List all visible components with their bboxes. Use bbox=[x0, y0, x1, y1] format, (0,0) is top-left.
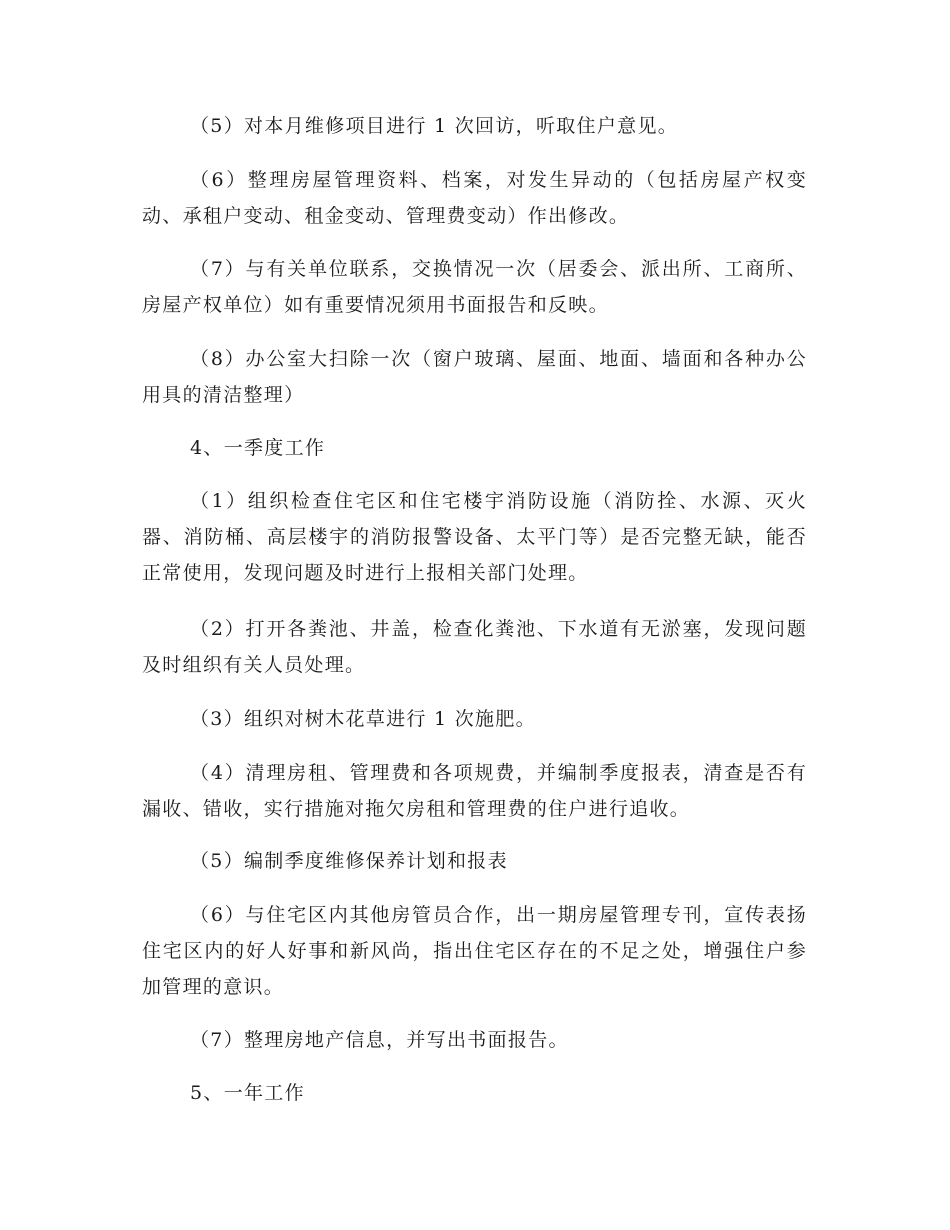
paragraph-item-1-fire-safety: （1）组织检查住宅区和住宅楼宇消防设施（消防拴、水源、灭火器、消防桶、高层楼宇的消防报警设备、太平门等）是否完整无缺，能否正常使用，发现问题及时进行上报相关部门处理。 bbox=[142, 490, 807, 584]
section-heading-quarterly-work: 4、一季度工作 bbox=[190, 437, 326, 459]
paragraph-item-5-maintenance-plan: （5）编制季度维修保养计划和报表 bbox=[190, 850, 508, 872]
paragraph-item-5-revisit: （5）对本月维修项目进行 1 次回访，听取住户意见。 bbox=[190, 115, 679, 137]
paragraph-item-6-bulletin: （6）与住宅区内其他房管员合作，出一期房屋管理专刊，宣传表扬住宅区内的好人好事和新风尚，指出住宅区存在的不足之处，增强住户参加管理的意识。 bbox=[142, 904, 807, 998]
paragraph-item-2-sewage: （2）打开各粪池、井盖，检查化粪池、下水道有无淤塞，发现问题及时组织有关人员处理。 bbox=[142, 618, 807, 676]
section-heading-annual-work: 5、一年工作 bbox=[190, 1082, 305, 1104]
paragraph-item-7-liaison: （7）与有关单位联系，交换情况一次（居委会、派出所、工商所、房屋产权单位）如有重要情况须用书面报告和反映。 bbox=[142, 258, 807, 316]
paragraph-item-3-fertilize: （3）组织对树木花草进行 1 次施肥。 bbox=[190, 708, 536, 730]
paragraph-item-6-records: （6）整理房屋管理资料、档案，对发生异动的（包括房屋产权变动、承租户变动、租金变动、管理费变动）作出修改。 bbox=[142, 169, 807, 227]
paragraph-item-8-cleaning: （8）办公室大扫除一次（窗户玻璃、屋面、地面、墙面和各种办公用具的清洁整理） bbox=[142, 348, 807, 406]
paragraph-item-7-real-estate-info: （7）整理房地产信息，并写出书面报告。 bbox=[190, 1029, 569, 1051]
paragraph-item-4-fees: （4）清理房租、管理费和各项规费，并编制季度报表，清查是否有漏收、错收，实行措施对拖欠房租和管理费的住户进行追收。 bbox=[142, 762, 807, 820]
